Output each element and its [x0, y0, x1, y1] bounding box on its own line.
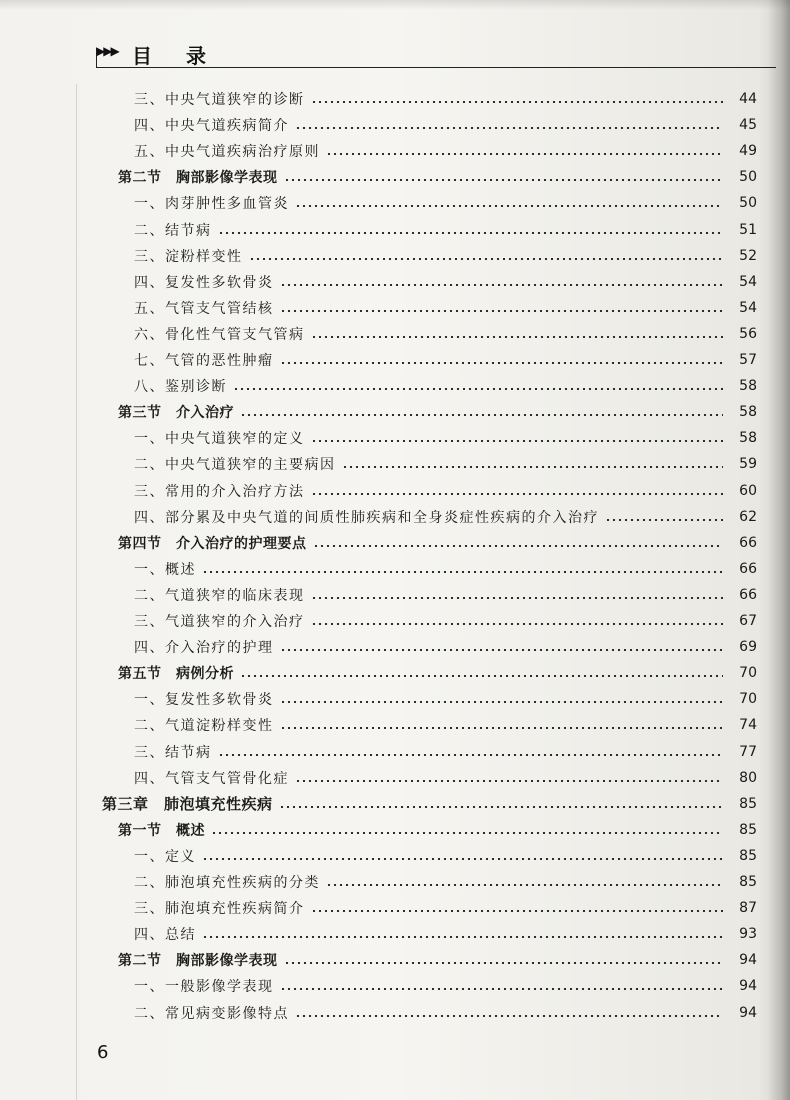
- toc-leader-dots: [311, 440, 724, 442]
- toc-entry-page-number: 69: [739, 639, 757, 656]
- toc-entry-page-number: 66: [739, 586, 757, 603]
- toc-entry-item: [134, 843, 757, 869]
- toc-entry-label: 一、概述: [134, 561, 196, 578]
- toc-entry-section: [118, 947, 757, 973]
- toc-leader-dots: [295, 1015, 723, 1017]
- running-header: [96, 40, 776, 70]
- toc-entry-label: 三、常用的介入治疗方法: [134, 483, 305, 500]
- toc-entry-label: 二、中央气道狭窄的主要病因: [134, 457, 336, 474]
- toc-leader-dots: [240, 675, 723, 677]
- toc-leader-dots: [311, 101, 724, 103]
- toc-leader-dots: [280, 362, 724, 364]
- toc-entry-page-number: 50: [739, 169, 757, 186]
- toc-leader-dots: [311, 910, 724, 912]
- toc-entry-section: [118, 530, 757, 556]
- toc-entry-section: [118, 164, 757, 190]
- toc-leader-dots: [240, 414, 723, 416]
- toc-entry-label: 第一节 概述: [118, 822, 205, 839]
- toc-entry-page-number: 62: [739, 508, 757, 525]
- toc-leader-dots: [211, 832, 723, 834]
- toc-entry-label: 四、部分累及中央气道的间质性肺疾病和全身炎症性疾病的介入治疗: [134, 509, 599, 526]
- toc-entry-label: 四、复发性多软骨炎: [134, 274, 274, 291]
- toc-entry-item: [134, 556, 757, 582]
- toc-entry-page-number: 45: [739, 117, 757, 134]
- toc-entry-item: [134, 321, 757, 347]
- toc-entry-item: [134, 295, 757, 321]
- toc-entry-item: [134, 608, 757, 634]
- toc-entry-page-number: 93: [739, 926, 757, 943]
- header-rule: [96, 67, 776, 68]
- page-left-margin-line: [76, 84, 77, 1100]
- toc-entry-label: 八、鉴别诊断: [134, 379, 227, 396]
- toc-entry-item: [134, 86, 757, 112]
- toc-entry-page-number: 87: [739, 900, 757, 917]
- toc-leader-dots: [202, 571, 723, 573]
- toc-entry-page-number: 80: [739, 769, 757, 786]
- header-arrows-icon: ▶▶▶: [96, 44, 118, 58]
- toc-entry-label: 三、淀粉样变性: [134, 248, 243, 265]
- toc-entry-item: [134, 895, 757, 921]
- toc-entry-section: [118, 399, 757, 425]
- toc-entry-item: [134, 112, 757, 138]
- footer-page-number: 6: [97, 1042, 109, 1063]
- toc-entry-chapter: [102, 791, 757, 817]
- toc-entry-section: [118, 817, 757, 843]
- toc-entry-item: [134, 634, 757, 660]
- toc-entry-page-number: 50: [739, 195, 757, 212]
- toc-entry-label: 四、中央气道疾病简介: [134, 118, 289, 135]
- toc-entry-page-number: 94: [739, 952, 757, 969]
- toc-entry-label: 第二节 胸部影像学表现: [118, 953, 278, 970]
- toc-entry-label: 七、气管的恶性肿瘤: [134, 353, 274, 369]
- toc-entry-label: 二、气道狭窄的临床表现: [134, 587, 305, 604]
- toc-leader-dots: [280, 310, 724, 312]
- toc-entry-item: [134, 1000, 757, 1026]
- toc-leader-dots: [311, 493, 724, 495]
- toc-leader-dots: [279, 806, 723, 808]
- toc-entry-page-number: 59: [739, 456, 757, 473]
- header-title: [132, 40, 206, 69]
- toc-entry-item: [134, 373, 757, 399]
- toc-entry-section: [118, 660, 757, 686]
- toc-entry-page-number: 54: [739, 273, 757, 290]
- toc-entry-label: 一、复发性多软骨炎: [134, 692, 274, 709]
- toc-entry-page-number: 70: [739, 691, 757, 708]
- toc-entry-label: 一、一般影像学表现: [134, 979, 274, 996]
- toc-entry-item: [134, 712, 757, 738]
- toc-leader-dots: [326, 884, 723, 886]
- toc-entry-item: [134, 478, 757, 504]
- toc-entry-page-number: 70: [739, 665, 757, 682]
- toc-entry-item: [134, 190, 757, 216]
- toc-entry-page-number: 67: [739, 613, 757, 629]
- toc-entry-page-number: 44: [739, 91, 757, 107]
- toc-leader-dots: [605, 519, 723, 521]
- toc-entry-label: 一、中央气道狭窄的定义: [134, 431, 305, 448]
- toc-entry-page-number: 85: [739, 821, 757, 838]
- toc-entry-label: 第五节 病例分析: [118, 666, 234, 683]
- toc-leader-dots: [311, 623, 724, 625]
- toc-entry-item: [134, 269, 757, 295]
- toc-leader-dots: [218, 232, 724, 234]
- toc-entry-page-number: 58: [739, 430, 757, 447]
- toc-entry-label: 六、骨化性气管支气管病: [134, 326, 305, 343]
- toc-entry-page-number: 58: [739, 378, 757, 395]
- toc-leader-dots: [284, 962, 724, 964]
- toc-leader-dots: [311, 597, 724, 599]
- toc-entry-label: 四、介入治疗的护理: [134, 640, 274, 657]
- toc-entry-item: [134, 869, 757, 895]
- toc-entry-page-number: 94: [739, 1004, 757, 1021]
- toc-entry-item: [134, 973, 757, 999]
- toc-entry-page-number: 66: [739, 560, 757, 577]
- toc-entry-item: [134, 217, 757, 243]
- page-binding-shadow: [768, 0, 790, 1100]
- toc-entry-label: 四、气管支气管骨化症: [134, 770, 289, 787]
- toc-leader-dots: [280, 284, 724, 286]
- toc-entry-page-number: 85: [739, 795, 757, 812]
- toc-entry-item: [134, 451, 757, 477]
- toc-entry-item: [134, 138, 757, 164]
- toc-entry-page-number: 66: [739, 534, 757, 551]
- toc-entry-page-number: 85: [739, 847, 757, 864]
- toc-leader-dots: [295, 780, 723, 782]
- toc-leader-dots: [280, 988, 724, 990]
- toc-entry-label: 第三节 介入治疗: [118, 405, 234, 422]
- toc-leader-dots: [280, 727, 724, 729]
- toc-leader-dots: [342, 466, 724, 468]
- toc-entry-page-number: 94: [739, 978, 757, 995]
- toc-leader-dots: [313, 545, 724, 547]
- toc-entry-item: [134, 425, 757, 451]
- toc-leader-dots: [311, 336, 724, 338]
- toc-entry-label: 三、中央气道狭窄的诊断: [134, 92, 305, 108]
- toc-entry-label: 三、气道狭窄的介入治疗: [134, 614, 305, 630]
- toc-leader-dots: [295, 127, 723, 129]
- toc-entry-item: [134, 765, 757, 791]
- toc-entry-label: 第三章 肺泡填充性疾病: [102, 795, 273, 814]
- toc-entry-label: 三、结节病: [134, 744, 212, 761]
- page-top-shadow: [0, 0, 790, 10]
- toc-entry-page-number: 49: [739, 143, 757, 160]
- toc-entry-label: 三、肺泡填充性疾病简介: [134, 901, 305, 918]
- toc-leader-dots: [249, 258, 724, 260]
- toc-entry-item: [134, 582, 757, 608]
- toc-entry-label: 一、定义: [134, 848, 196, 865]
- toc-entry-label: 四、总结: [134, 927, 196, 944]
- toc-entry-item: [134, 921, 757, 947]
- toc-entry-item: [134, 686, 757, 712]
- toc-entry-page-number: 51: [739, 221, 757, 238]
- toc-leader-dots: [280, 701, 724, 703]
- toc-entry-page-number: 54: [739, 299, 757, 316]
- toc-entry-item: [134, 347, 757, 373]
- toc-entry-page-number: 58: [739, 404, 757, 421]
- toc-leader-dots: [295, 205, 723, 207]
- toc-entry-label: 二、结节病: [134, 222, 212, 239]
- toc-leader-dots: [280, 649, 724, 651]
- toc-entry-item: [134, 739, 757, 765]
- toc-entry-page-number: 52: [739, 247, 757, 264]
- toc-entry-label: 二、常见病变影像特点: [134, 1005, 289, 1022]
- toc-leader-dots: [326, 153, 723, 155]
- toc-entry-item: [134, 504, 757, 530]
- toc-entry-label: 五、中央气道疾病治疗原则: [134, 144, 320, 161]
- toc-entry-item: [134, 243, 757, 269]
- toc-entry-page-number: 60: [739, 482, 757, 499]
- toc-entry-label: 第四节 介入治疗的护理要点: [118, 535, 307, 552]
- toc-leader-dots: [233, 388, 723, 390]
- toc-entry-label: 二、气道淀粉样变性: [134, 718, 274, 735]
- toc-entry-page-number: 74: [739, 717, 757, 734]
- toc-leader-dots: [202, 858, 723, 860]
- toc-entry-page-number: 77: [739, 743, 757, 760]
- toc-entry-page-number: 56: [739, 325, 757, 342]
- toc-entry-label: 二、肺泡填充性疾病的分类: [134, 875, 320, 891]
- header-title-char-1: 目: [132, 44, 152, 68]
- header-title-char-2: 录: [186, 44, 206, 68]
- toc-entry-label: 五、气管支气管结核: [134, 300, 274, 317]
- toc-entry-label: 第二节 胸部影像学表现: [118, 170, 278, 187]
- toc-entry-label: 一、肉芽肿性多血管炎: [134, 196, 289, 213]
- toc-leader-dots: [202, 936, 723, 938]
- toc-leader-dots: [218, 754, 724, 756]
- toc-entry-page-number: 85: [739, 874, 757, 890]
- toc-entry-page-number: 57: [739, 352, 757, 368]
- toc-leader-dots: [284, 179, 724, 181]
